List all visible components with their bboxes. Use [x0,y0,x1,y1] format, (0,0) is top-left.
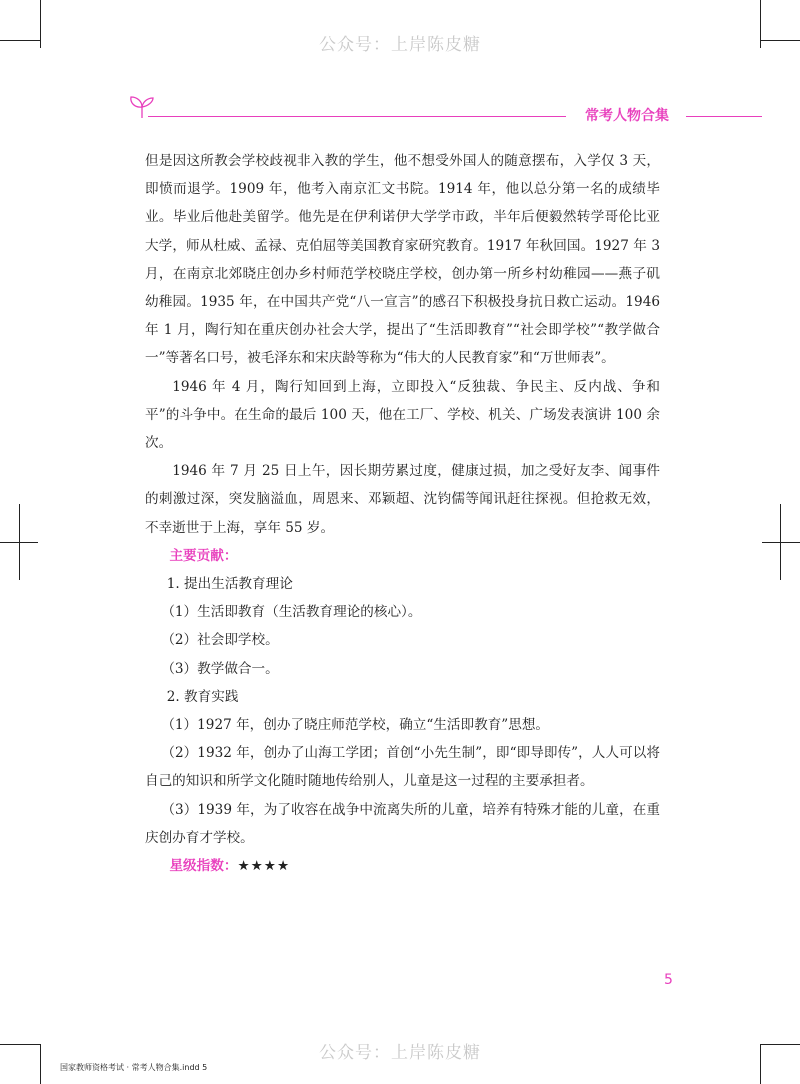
list-item: （1）生活即教育（生活教育理论的核心）。 [161,604,422,621]
crop-mark [19,504,20,580]
contributions-title: 主要贡献： [169,547,238,564]
section-heading: 1. 提出生活教育理论 [166,576,293,593]
watermark: 公众号：上岸陈皮糖 [319,35,481,55]
file-slug: 国家教师资格考试 · 常考人物合集.indd 5 [60,1063,208,1072]
crop-mark [762,542,800,543]
list-item: （2）社会即学校。 [161,632,279,649]
section-heading: 2. 教育实践 [166,688,239,705]
crop-mark [780,504,781,580]
paragraph: 1946 年 4 月，陶行知回到上海，立即投入“反独裁、争民主、反内战、争和平”的斗争中。在生命的最后 100 天，他在工厂、学校、机关、广场发表演讲 100 余次。 [145,378,660,452]
main-content [145,147,660,880]
rating [145,852,660,880]
page-number: 5 [664,972,673,988]
header-title: 常考人物合集 [585,108,669,124]
rating-label: 星级指数： [169,858,238,875]
list-item: （3）1939 年，为了收容在战争中流离失所的儿童，培养有特殊才能的儿童，在重庆创办育才学校。 [145,801,660,846]
star-rating: ★★★★ [237,858,291,875]
paragraph: 1946 年 7 月 25 日上午，因长期劳累过度，健康过损，加之受好友李、闻事件的刺激过深，突发脑溢血，周恩来、邓颖超、沈钧儒等闻讯赶往探视。但抢救无效，不幸逝世于上海，享年 55 岁。 [145,463,660,536]
list-item: （3）教学做合一。 [161,660,279,677]
header-rule [686,116,762,117]
list-item: （2）1932 年，创办了山海工学团；首创“小先生制”，即“即导即传”，人人可以将自己的知识和所学文化随时随地传给别人，儿童是这一过程的主要承担者。 [145,745,660,790]
header-rule [148,116,566,117]
paragraph: 但是因这所教会学校歧视非入教的学生，他不想受外国人的随意摆布，入学仅 3 天，即愤而退学。1909 年，他考入南京汇文书院。1914 年，他以总分第一名的成绩毕业。毕业后他赴美留学。他先是在伊利诺伊大学学市政，半年后便毅然转学哥伦比亚大学，师从杜威、孟禄、克伯屈等美国教育家研究教育。1917 年秋回国。1927 年 3 月，在南京北郊晓庄创办乡村师范学校晓庄学校，创办第一所乡村幼稚园——燕子矶幼稚园。1935 年，在中国共产党“八一宣言”的感召下积极投身抗日救亡运动。1946 年 1 月，陶行知在重庆创办社会大学，提出了“生活即教育”“社会即学校”“教学做合一”等著名口号，被毛泽东和宋庆龄等称为“伟大的人民教育家”和“万世师表”。 [145,153,660,367]
watermark: 公众号：上岸陈皮糖 [319,1043,481,1063]
list-item: （1）1927 年，创办了晓庄师范学校，确立“生活即教育”思想。 [161,717,550,734]
